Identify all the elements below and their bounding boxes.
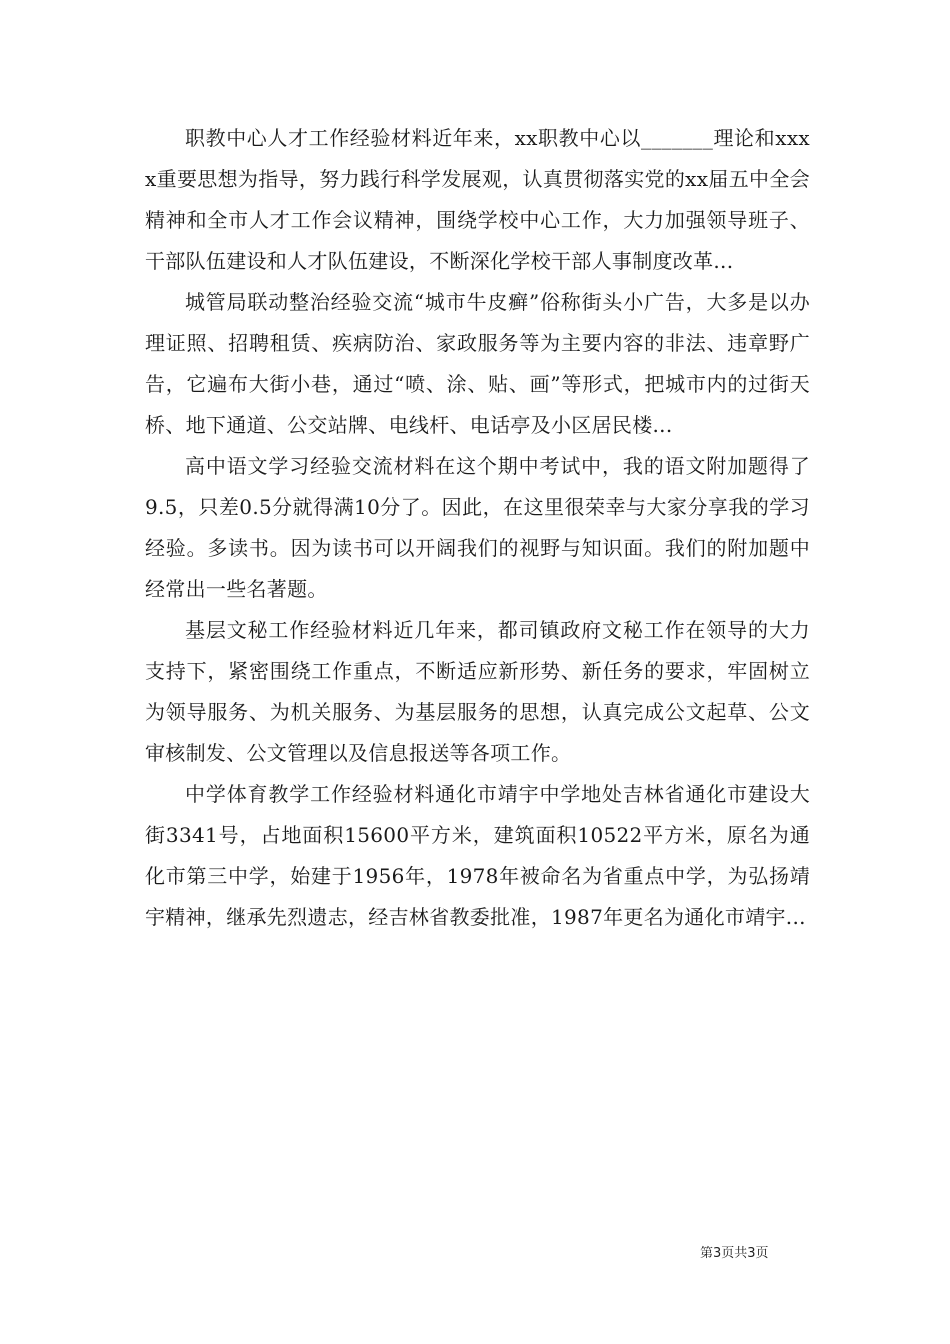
page-number-footer: 第3页共3页 <box>700 1246 769 1261</box>
paragraph-city-management: 城管局联动整治经验交流“城市牛皮癣”俗称街头小广告，大多是以办理证照、招聘租赁、疾病防治、家政服务等为主要内容的非法、违章野广告，它遍布大街小巷，通过“喷、涂、贴、画”等形式，把城市内的过街天桥、地下通道、公交站牌、电线杆、电话亭及小区居民楼... <box>145 290 810 437</box>
paragraph-clerical-work: 基层文秘工作经验材料近几年来，都司镇政府文秘工作在领导的大力支持下，紧密围绕工作重点，不断适应新形势、新任务的要求，牢固树立为领导服务、为机关服务、为基层服务的思想，认真完成公文起草、公文审核制发、公文管理以及信息报送等各项工作。 <box>145 618 810 765</box>
paragraph-vocational-center: 职教中心人才工作经验材料近年来，xx职教中心以_______理论和xxxx重要思想为指导，努力践行科学发展观，认真贯彻落实党的xx届五中全会精神和全市人才工作会议精神，围绕学校中心工作，大力加强领导班子、干部队伍建设和人才队伍建设，不断深化学校干部人事制度改革... <box>145 126 810 273</box>
document-body <box>145 118 810 938</box>
paragraph-chinese-study: 高中语文学习经验交流材料在这个期中考试中，我的语文附加题得了9.5，只差0.5分就得满10分了。因此，在这里很荣幸与大家分享我的学习经验。多读书。因为读书可以开阔我们的视野与知识面。我们的附加题中经常出一些名著题。 <box>145 454 810 601</box>
paragraph-pe-teaching: 中学体育教学工作经验材料通化市靖宇中学地处吉林省通化市建设大街3341号，占地面积15600平方米，建筑面积10522平方米，原名为通化市第三中学，始建于1956年，1978年被命名为省重点中学，为弘扬靖宇精神，继承先烈遗志，经吉林省教委批准，1987年更名为通化市靖宇... <box>145 782 810 929</box>
